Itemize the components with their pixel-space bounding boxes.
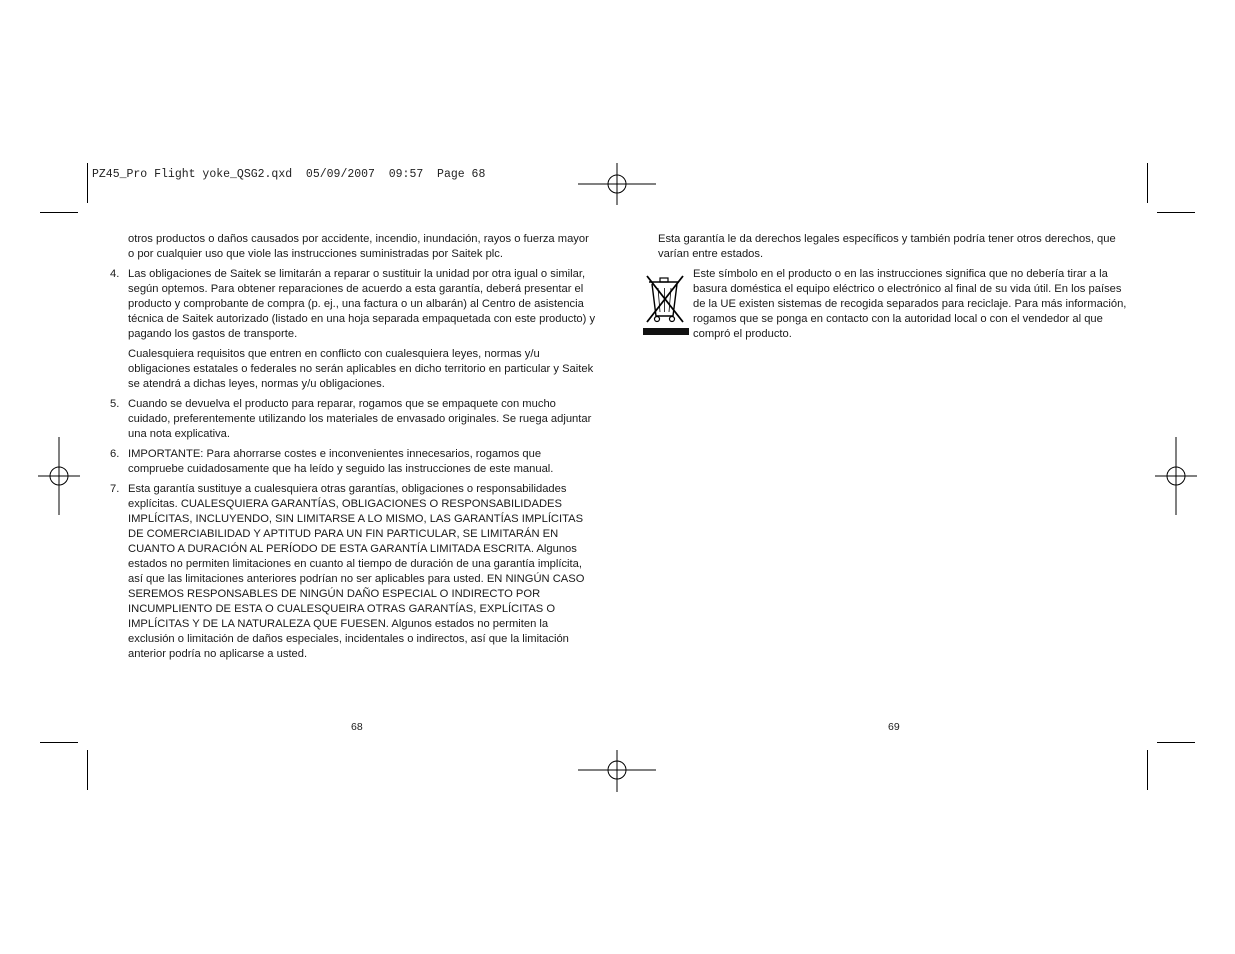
crop-mark-bottom-right-horizontal xyxy=(1157,742,1195,743)
registration-mark-right-icon xyxy=(1155,437,1197,515)
crop-mark-top-right-vertical xyxy=(1147,163,1148,203)
list-item-text: IMPORTANTE: Para ahorrarse costes e inconvenientes innecesarios, rogamos que compruebe cuidadosamente que ha leído y seguido las instrucciones de este manual. xyxy=(128,448,554,475)
list-item-text: Las obligaciones de Saitek se limitarán a reparar o sustituir la unidad por otra igual o similar, según optemos. Para obtener reparaciones de acuerdo a esta garantía, deberá presentar el producto y comprobante de compra (p. ej., una factura o un albarán) al Centro de asistencia técnica de Saitek autorizado (listado en una hoja separada empaquetada con este producto) y pagando los gastos de transporte. xyxy=(128,268,596,340)
crop-mark-top-right-horizontal xyxy=(1157,212,1195,213)
file-slug: PZ45_Pro Flight yoke_QSG2.qxd 05/09/2007 09:57 Page 68 xyxy=(92,168,486,181)
list-item-number: 4. xyxy=(110,268,120,280)
page-number-right: 69 xyxy=(888,721,900,733)
right-page-text xyxy=(658,232,1128,342)
list-item xyxy=(110,397,596,442)
list-item-number: 6. xyxy=(110,448,120,460)
weee-notice-text: Este símbolo en el producto o en las instrucciones significa que no debería tirar a la basura doméstica el equipo eléctrico o electrónico al final de su vida útil. En los países de la UE existen sistemas de recogida separados para reciclaje. Para más información, rogamos que se ponga en contacto con la autoridad local o con el vendedor al que compró el producto. xyxy=(693,268,1127,340)
list-item-text: Esta garantía sustituye a cualesquiera otras garantías, obligaciones o responsabilidades explícitas. CUALESQUIERA GARANTÍAS, OBLIGACIONES O RESPONSABILIDADES IMPLÍCITAS, INCLUYENDO, SIN LIMITARSE A LO MISMO, LAS GARANTÍAS IMPLÍCITAS DE COMERCIABILIDAD Y APTITUD PARA UN FIN PARTICULAR, SE LIMITARÁN EN CUANTO A DURACIÓN AL PERÍODO DE ESTA GARANTÍA LIMITADA ESCRITA. Algunos estados no permiten limitaciones en cuanto al tiempo de duración de una garantía implícita, así que las limitaciones anteriores podrían no ser aplicables para usted. EN NINGÚN CASO SEREMOS RESPONSABLES DE NINGÚN DAÑO ESPECIAL O INDIRECTO POR INCUMPLIENTO DE ESTA O CUALESQUEIRA OTRAS GARANTÍAS, EXPLÍCITAS O IMPLÍCITAS Y DE LA NATURALEZA QUE FUESEN. Algunos estados no permiten la exclusión o limitación de daños especiales, incidentales o indirectos, así que la limitación anterior podría no aplicarse a usted. xyxy=(128,483,585,660)
list-item xyxy=(110,447,596,477)
crop-mark-bottom-left-horizontal xyxy=(40,742,78,743)
weee-notice xyxy=(658,267,1128,342)
legal-rights-paragraph: Esta garantía le da derechos legales específicos y también podría tener otros derechos, que varían entre estados. xyxy=(658,233,1116,260)
registration-mark-left-icon xyxy=(38,437,80,515)
registration-mark-top-icon xyxy=(578,163,656,205)
crop-mark-top-left-vertical xyxy=(87,163,88,203)
list-item-subparagraph: Cualesquiera requisitos que entren en conflicto con cualesquiera leyes, normas y/u obligaciones estatales o federales no serán aplicables en dicho territorio en particular y Saitek se atendrá a dichas leyes, normas y/u obligaciones. xyxy=(128,348,594,390)
list-item xyxy=(110,482,596,662)
registration-mark-bottom-icon xyxy=(578,750,656,792)
crop-mark-bottom-left-vertical xyxy=(87,750,88,790)
list-item-number: 7. xyxy=(110,483,120,495)
crop-mark-bottom-right-vertical xyxy=(1147,750,1148,790)
warranty-intro-paragraph: otros productos o daños causados por accidente, incendio, inundación, rayos o fuerza mayor o por cualquier uso que viole las instrucciones suministradas por Saitek plc. xyxy=(128,233,589,260)
page-number-left: 68 xyxy=(351,721,363,733)
left-page-text xyxy=(110,232,596,667)
crossed-out-wheelie-bin-icon xyxy=(643,270,689,336)
list-item-text: Cuando se devuelva el producto para reparar, rogamos que se empaquete con mucho cuidado, preferentemente utilizando los materiales de envasado originales. Se ruega adjuntar una nota explicativa. xyxy=(128,398,592,440)
list-item-number: 5. xyxy=(110,398,120,410)
crop-mark-top-left-horizontal xyxy=(40,212,78,213)
list-item xyxy=(110,267,596,342)
